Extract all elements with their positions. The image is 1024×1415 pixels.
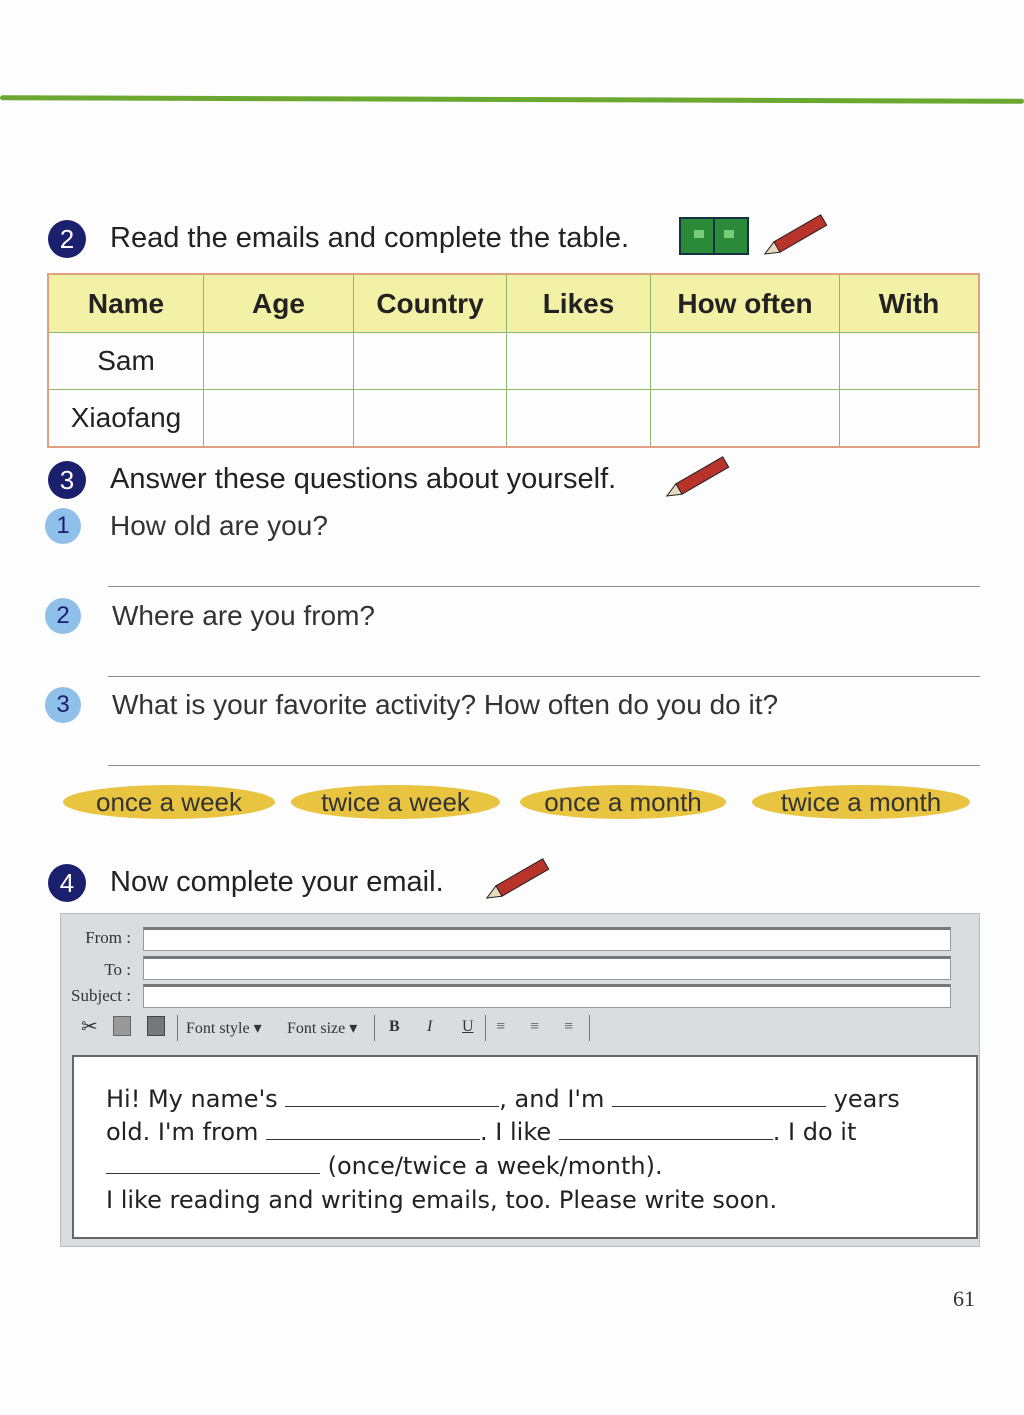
header-with: With [840, 274, 980, 333]
align-center-icon[interactable]: ≡ [530, 1018, 540, 1035]
blank-activity[interactable] [559, 1121, 773, 1140]
email-text: Hi! My name's [106, 1085, 286, 1113]
section-number: 2 [48, 220, 86, 258]
cell-likes[interactable] [507, 333, 651, 390]
section-instruction: Now complete your email. [110, 866, 444, 898]
table-row [48, 390, 979, 448]
underline-button[interactable]: U [462, 1018, 474, 1035]
pencil-icon [760, 214, 832, 258]
blank-country[interactable] [266, 1121, 480, 1140]
book-icon [678, 216, 750, 256]
word-bank-once-a-week: once a week [63, 785, 275, 819]
cell-name: Xiaofang [48, 390, 204, 448]
word-bank-twice-a-month: twice a month [752, 785, 970, 819]
header-age: Age [204, 274, 354, 333]
table-row [48, 333, 979, 390]
email-text: (once/twice a week/month). [320, 1152, 663, 1180]
header-country: Country [354, 274, 507, 333]
info-table [47, 273, 980, 448]
email-text: old. I'm from [106, 1118, 267, 1146]
font-size-label: Font size [287, 1020, 346, 1037]
answer-line[interactable] [108, 586, 980, 587]
section-instruction: Answer these questions about yourself. [110, 463, 617, 495]
email-line-1 [106, 1085, 900, 1113]
cell-how-often[interactable] [651, 390, 840, 448]
answer-line[interactable] [108, 765, 980, 766]
cut-icon[interactable]: ✂ [81, 1016, 98, 1038]
question-number: 3 [45, 687, 81, 723]
section-instruction: Read the emails and complete the table. [110, 222, 630, 254]
section-number: 3 [48, 461, 86, 499]
email-text: . I do it [772, 1118, 857, 1146]
email-line-4: I like reading and writing emails, too. Please write soon. [106, 1186, 778, 1214]
toolbar-divider [177, 1015, 178, 1041]
answer-line[interactable] [108, 676, 980, 677]
email-line-2 [106, 1118, 856, 1146]
to-field[interactable] [143, 956, 951, 980]
align-right-icon[interactable]: ≡ [564, 1018, 574, 1035]
blank-age[interactable] [612, 1088, 826, 1107]
header-how-often: How often [651, 274, 840, 333]
table-header-row [48, 274, 979, 333]
section-number: 4 [48, 864, 86, 902]
from-field[interactable] [143, 927, 951, 951]
subject-label: Subject : [71, 986, 131, 1005]
font-style-dropdown[interactable]: Font style ▾ [186, 1020, 262, 1037]
cell-with[interactable] [840, 333, 980, 390]
email-text: , and I'm [499, 1085, 613, 1113]
toolbar-divider [485, 1015, 486, 1041]
cell-with[interactable] [840, 390, 980, 448]
email-line-3 [106, 1152, 663, 1180]
cell-likes[interactable] [507, 390, 651, 448]
toolbar-divider [589, 1015, 590, 1041]
toolbar-divider [374, 1015, 375, 1041]
question-text: Where are you from? [112, 600, 375, 631]
cell-country[interactable] [354, 333, 507, 390]
page-number: 61 [953, 1286, 975, 1311]
word-bank-once-a-month: once a month [520, 785, 726, 819]
email-text: . I like [480, 1118, 559, 1146]
cell-name: Sam [48, 333, 204, 390]
from-label: From : [85, 928, 131, 947]
question-text: What is your favorite activity? How often do you do it? [112, 689, 779, 720]
question-number: 1 [45, 508, 81, 544]
cell-age[interactable] [204, 333, 354, 390]
blank-name[interactable] [285, 1088, 499, 1107]
cell-how-often[interactable] [651, 333, 840, 390]
header-likes: Likes [507, 274, 651, 333]
paste-icon[interactable] [147, 1016, 165, 1036]
header-name: Name [48, 274, 204, 333]
pencil-icon [662, 456, 734, 500]
cell-country[interactable] [354, 390, 507, 448]
word-bank-twice-a-week: twice a week [291, 785, 500, 819]
question-number: 2 [45, 598, 81, 634]
copy-icon[interactable] [113, 1016, 131, 1036]
blank-frequency[interactable] [106, 1155, 320, 1174]
font-style-label: Font style [186, 1020, 250, 1037]
pencil-icon [482, 858, 554, 902]
top-divider [0, 95, 1024, 104]
bold-button[interactable]: B [389, 1018, 400, 1035]
align-left-icon[interactable]: ≡ [496, 1018, 506, 1035]
subject-field[interactable] [143, 984, 951, 1008]
question-text: How old are you? [110, 510, 328, 541]
font-size-dropdown[interactable]: Font size ▾ [287, 1020, 358, 1037]
email-text: years [826, 1085, 900, 1113]
italic-button[interactable]: I [427, 1018, 433, 1035]
to-label: To : [104, 960, 131, 979]
cell-age[interactable] [204, 390, 354, 448]
email-body [72, 1055, 978, 1239]
